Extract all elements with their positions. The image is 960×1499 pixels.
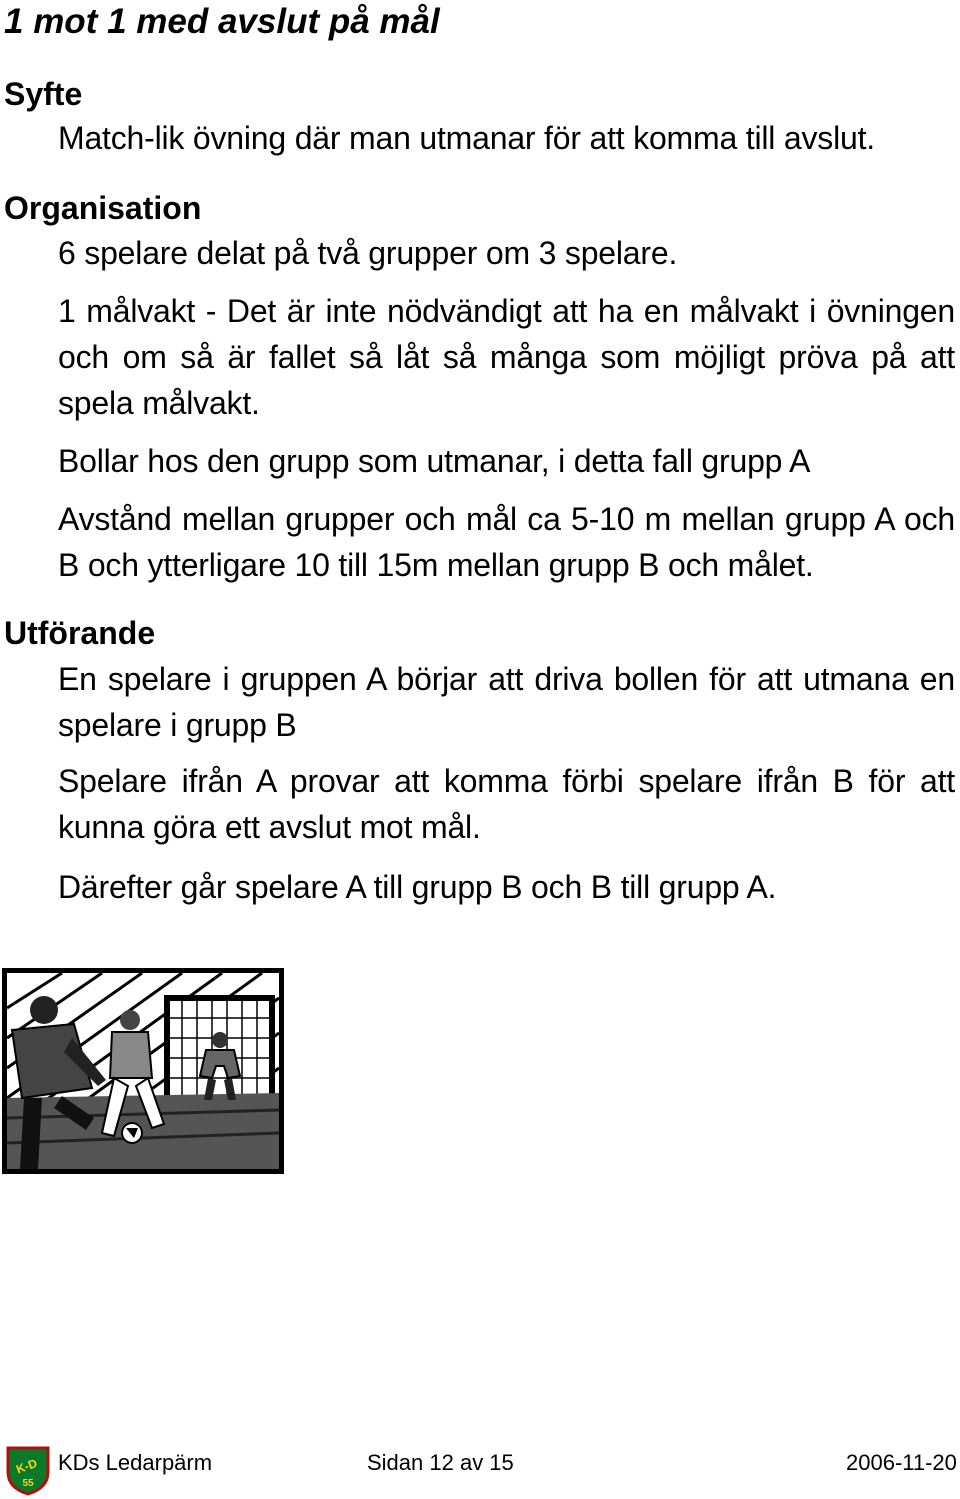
svg-text:K-D: K-D <box>14 1456 40 1477</box>
soccer-illustration <box>2 968 284 1174</box>
footer-left: KDs Ledarpärm <box>58 1450 213 1475</box>
organisation-p3: Bollar hos den grupp som utmanar, i detta fall grupp A <box>58 443 811 479</box>
page-title: 1 mot 1 med avslut på mål <box>4 2 440 41</box>
footer-page-number: Sidan 12 av 15 <box>367 1450 514 1475</box>
club-logo <box>6 1446 50 1496</box>
footer-date: 2006-11-20 <box>846 1450 957 1475</box>
utforande-p3: Därefter går spelare A till grupp B och B till grupp A. <box>58 869 777 905</box>
utforande-p1: En spelare i gruppen A börjar att driva bollen för att utmana en spelare i grupp B <box>58 661 955 743</box>
heading-utforande: Utförande <box>4 615 156 651</box>
organisation-p4: Avstånd mellan grupper och mål ca 5-10 m mellan grupp A och B och ytterligare 10 till 15m mellan grupp B och målet. <box>58 501 955 583</box>
organisation-p2: 1 målvakt - Det är inte nödvändigt att ha en målvakt i övningen och om så är fallet så låt så många som möjligt pröva på att spela målvakt. <box>58 293 955 421</box>
organisation-p1: 6 spelare delat på två grupper om 3 spelare. <box>58 235 678 271</box>
heading-syfte: Syfte <box>4 76 83 112</box>
svg-text:55: 55 <box>22 1478 34 1489</box>
syfte-text: Match-lik övning där man utmanar för att komma till avslut. <box>58 120 875 156</box>
page-footer <box>0 1444 960 1489</box>
heading-organisation: Organisation <box>4 190 202 226</box>
utforande-p2: Spelare ifrån A provar att komma förbi spelare ifrån B för att kunna göra ett avslut mot mål. <box>58 763 955 845</box>
